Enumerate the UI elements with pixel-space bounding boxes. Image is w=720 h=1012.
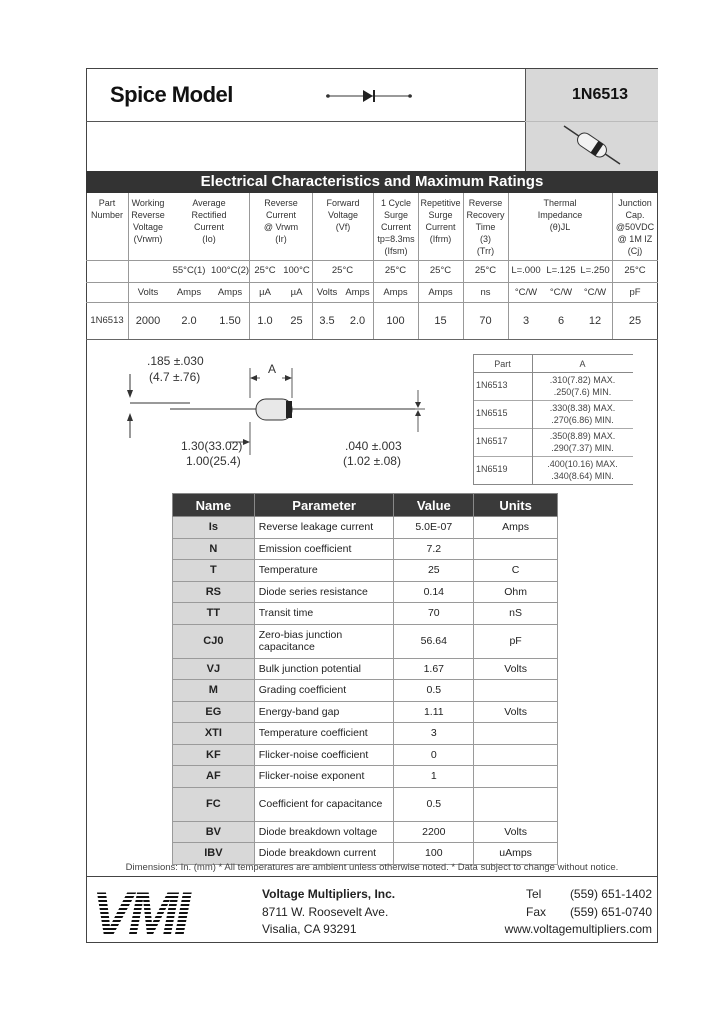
spice-row-xti: [173, 723, 558, 745]
header-name: Name: [173, 494, 255, 517]
unit-cell: Amps: [345, 287, 370, 298]
unit-cell: °C/W: [549, 287, 573, 298]
header-parameter: Parameter: [254, 494, 394, 517]
part-table-min: .290(7.37) MIN.: [551, 443, 614, 453]
spice-cell-value: 100: [394, 843, 474, 865]
part-table-part: 1N6513: [476, 380, 508, 390]
condition-cell: 100°C(2): [210, 265, 250, 276]
dim-lead-diameter: .040 ±.003: [345, 439, 402, 453]
unit-cell: Volts: [316, 287, 338, 298]
dim-body-diameter: .185 ±.030: [147, 354, 204, 368]
unit-cell: µA: [290, 287, 303, 298]
spice-cell-param: Transit time: [254, 603, 394, 625]
spice-row-bv: [173, 821, 558, 843]
spice-cell-param: Bulk junction potential: [254, 658, 394, 680]
website-link[interactable]: www.voltagemultipliers.com: [504, 922, 652, 936]
condition-cell: 25°C: [429, 265, 452, 276]
header-value: Value: [394, 494, 474, 517]
data-cell: 2.0: [181, 315, 197, 327]
condition-cell: L=.250: [580, 265, 610, 276]
data-cell: 25: [290, 315, 303, 327]
part-number: 1N6513: [572, 86, 629, 103]
spice-cell-value: 7.2: [394, 538, 474, 560]
spice-cell-name: AF: [173, 766, 255, 788]
part-table-max: .310(7.82) MAX.: [549, 375, 616, 385]
spice-cell-name: M: [173, 680, 255, 702]
unit-cell: Amps: [176, 287, 202, 298]
spice-cell-param: Reverse leakage current: [254, 517, 394, 539]
part-table-part: 1N6515: [476, 408, 508, 418]
spice-cell-units: Ohm: [474, 581, 558, 603]
spice-cell-value: 5.0E-07: [394, 517, 474, 539]
data-cell: 12: [588, 315, 602, 327]
unit-cell: Volts: [137, 287, 159, 298]
company-name: Voltage Multipliers, Inc.: [262, 887, 396, 901]
part-table-max: .400(10.16) MAX.: [547, 459, 618, 469]
spice-cell-units: Volts: [474, 701, 558, 723]
data-cell: 3.5: [319, 315, 335, 327]
fax-label: Fax: [526, 904, 547, 919]
data-cell: 2.0: [349, 315, 366, 327]
spice-cell-name: XTI: [173, 723, 255, 745]
fax-number: (559) 651-0740: [569, 904, 652, 919]
vmi-logo-icon: [90, 884, 250, 942]
footnote: Dimensions: In. (mm) * All temperatures are ambient unless otherwise noted. * Data subject to change without notice.: [125, 862, 619, 873]
spice-cell-value: 1: [394, 766, 474, 788]
spice-cell-units: Amps: [474, 517, 558, 539]
spice-cell-units: uAmps: [474, 843, 558, 865]
spice-cell-param: Diode series resistance: [254, 581, 394, 603]
ratings-banner: Electrical Characteristics and Maximum Ratings: [86, 171, 658, 193]
spice-cell-param: Energy-band gap: [254, 701, 394, 723]
spice-cell-value: 1.67: [394, 658, 474, 680]
page-title: Spice Model: [110, 82, 233, 107]
spice-cell-param: Emission coefficient: [254, 538, 394, 560]
unit-cell: ns: [480, 287, 491, 298]
spice-cell-name: Is: [173, 517, 255, 539]
condition-cell: 25°C: [254, 265, 276, 276]
spice-cell-name: RS: [173, 581, 255, 603]
diode-symbol-icon: [326, 89, 412, 103]
unit-cell: pF: [629, 287, 641, 298]
condition-cell: 55°C(1): [172, 265, 206, 276]
spice-row-n: [173, 538, 558, 560]
spice-cell-units: nS: [474, 603, 558, 625]
spice-cell-value: 0.14: [394, 581, 474, 603]
spice-table-header: [173, 494, 558, 517]
spice-cell-param: Temperature coefficient: [254, 723, 394, 745]
spice-cell-units: C: [474, 560, 558, 582]
spice-cell-name: CJ0: [173, 624, 255, 658]
spice-cell-units: Volts: [474, 821, 558, 843]
spice-cell-name: N: [173, 538, 255, 560]
spice-cell-name: BV: [173, 821, 255, 843]
unit-cell: Amps: [383, 287, 408, 298]
spice-cell-name: IBV: [173, 843, 255, 865]
spice-cell-units: [474, 744, 558, 766]
spice-cell-param: Diode breakdown voltage: [254, 821, 394, 843]
spice-row-kf: [173, 744, 558, 766]
spice-cell-units: [474, 538, 558, 560]
data-cell: 25: [628, 315, 642, 327]
dim-lead-length-min: 1.00(25.4): [186, 454, 241, 468]
data-cell: 70: [479, 315, 492, 327]
col-header-vrwm: Working Reverse Voltage (Vrwm): [131, 198, 165, 244]
part-table-part: 1N6517: [476, 436, 508, 446]
data-cell: 6: [557, 315, 565, 327]
header-vdivider: [525, 69, 526, 171]
spice-row-rs: [173, 581, 558, 603]
unit-cell: °C/W: [514, 287, 538, 298]
part-table-max: .330(8.38) MAX.: [549, 403, 616, 413]
condition-cell: 25°C: [474, 265, 497, 276]
condition-cell: L=.000: [511, 265, 541, 276]
spice-cell-name: VJ: [173, 658, 255, 680]
spice-cell-units: [474, 680, 558, 702]
col-header-ifsm: 1 Cycle Surge Current tp=8.3ms (Ifsm): [377, 198, 415, 256]
data-cell: 2000: [135, 315, 161, 327]
condition-cell: 100°C: [283, 265, 310, 276]
spice-table-body: [173, 517, 558, 865]
col-header-ifrm: Repetitive Surge Current (Ifrm): [420, 198, 461, 244]
data-cell: 1.50: [219, 315, 241, 327]
dim-label-a: A: [268, 362, 277, 376]
spice-row-eg: [173, 701, 558, 723]
part-table-min: .250(7.6) MIN.: [553, 387, 612, 397]
spice-cell-value: 25: [394, 560, 474, 582]
dim-lead-length-max: 1.30(33.02): [181, 439, 243, 453]
data-cell-part: 1N6513: [90, 315, 124, 326]
spice-row-is: [173, 517, 558, 539]
condition-cell: L=.125: [546, 265, 576, 276]
spice-cell-value: 0.5: [394, 680, 474, 702]
col-header-cj: Junction Cap. @50VDC @ 1M IZ (Cj): [615, 198, 655, 256]
data-cell: 100: [386, 315, 405, 327]
col-header-thermal: Thermal Impedance (θ)JL: [537, 198, 583, 232]
condition-cell: 25°C: [624, 265, 646, 276]
company-info: [262, 886, 395, 939]
condition-cell: 25°C: [384, 265, 407, 276]
data-cell: 1.0: [257, 315, 273, 327]
spice-cell-units: [474, 787, 558, 821]
col-header-trr: Reverse Recovery Time (3) (Trr): [466, 198, 505, 256]
spice-row-tt: [173, 603, 558, 625]
diode-component-icon: [562, 124, 624, 168]
part-table-max: .350(8.89) MAX.: [549, 431, 616, 441]
dim-lead-diameter-mm: (1.02 ±.08): [343, 454, 401, 468]
part-table-part: 1N6519: [476, 464, 508, 474]
spice-cell-param: Grading coefficient: [254, 680, 394, 702]
dim-body-diameter-mm: (4.7 ±.76): [149, 370, 201, 384]
spice-cell-name: T: [173, 560, 255, 582]
unit-cell: °C/W: [583, 287, 607, 298]
spice-row-cj0: [173, 624, 558, 658]
spice-cell-value: 56.64: [394, 624, 474, 658]
col-header-vf: Forward Voltage (Vf): [326, 198, 360, 232]
spice-cell-value: 70: [394, 603, 474, 625]
part-table-header-a: A: [579, 359, 586, 369]
spice-cell-param: Flicker-noise coefficient: [254, 744, 394, 766]
unit-cell: Amps: [428, 287, 453, 298]
unit-cell: µA: [259, 287, 271, 298]
company-address1: 8711 W. Roosevelt Ave.: [262, 904, 389, 919]
spice-cell-param: Coefficient for capacitance: [254, 787, 394, 821]
spice-parameter-table: [172, 493, 558, 865]
condition-cell: 25°C: [331, 265, 354, 276]
spice-cell-name: EG: [173, 701, 255, 723]
spice-row-m: [173, 680, 558, 702]
spice-cell-units: pF: [474, 624, 558, 658]
spice-cell-value: 0: [394, 744, 474, 766]
data-cell: 15: [434, 315, 447, 327]
spice-row-fc: [173, 787, 558, 821]
contact-info: [480, 886, 656, 939]
spice-cell-param: Flicker-noise exponent: [254, 766, 394, 788]
spice-cell-value: 3: [394, 723, 474, 745]
part-table-min: .270(6.86) MIN.: [551, 415, 614, 425]
col-header-io: Average Rectified Current (Io): [191, 198, 227, 244]
spice-cell-units: [474, 723, 558, 745]
part-table-header-part: Part: [494, 359, 511, 369]
spice-row-af: [173, 766, 558, 788]
col-header-ir: Reverse Current @ Vrwm (Ir): [263, 198, 299, 244]
unit-cell: Amps: [217, 287, 243, 298]
spice-cell-units: [474, 766, 558, 788]
header-units: Units: [474, 494, 558, 517]
spice-cell-name: TT: [173, 603, 255, 625]
spice-cell-name: FC: [173, 787, 255, 821]
spice-row-t: [173, 560, 558, 582]
spice-cell-param: Temperature: [254, 560, 394, 582]
spice-cell-param: Zero-bias junction capacitance: [254, 624, 394, 658]
tel-number: (559) 651-1402: [569, 887, 652, 901]
spice-cell-param: Diode breakdown current: [254, 843, 394, 865]
tel-label: Tel: [526, 887, 542, 901]
part-table-min: .340(8.64) MIN.: [551, 471, 614, 481]
spice-cell-value: 1.11: [394, 701, 474, 723]
spice-cell-units: Volts: [474, 658, 558, 680]
spice-cell-value: 2200: [394, 821, 474, 843]
vmi-logo: [90, 884, 250, 942]
data-cell: 3: [522, 315, 530, 327]
header-divider: [86, 121, 525, 122]
company-address2: Visalia, CA 93291: [262, 922, 357, 936]
spice-cell-name: KF: [173, 744, 255, 766]
spice-row-ibv: [173, 843, 558, 865]
spice-cell-value: 0.5: [394, 787, 474, 821]
spice-row-vj: [173, 658, 558, 680]
col-header-part: Part Number: [90, 198, 123, 220]
vmi-logo-text: VMI: [92, 884, 187, 942]
